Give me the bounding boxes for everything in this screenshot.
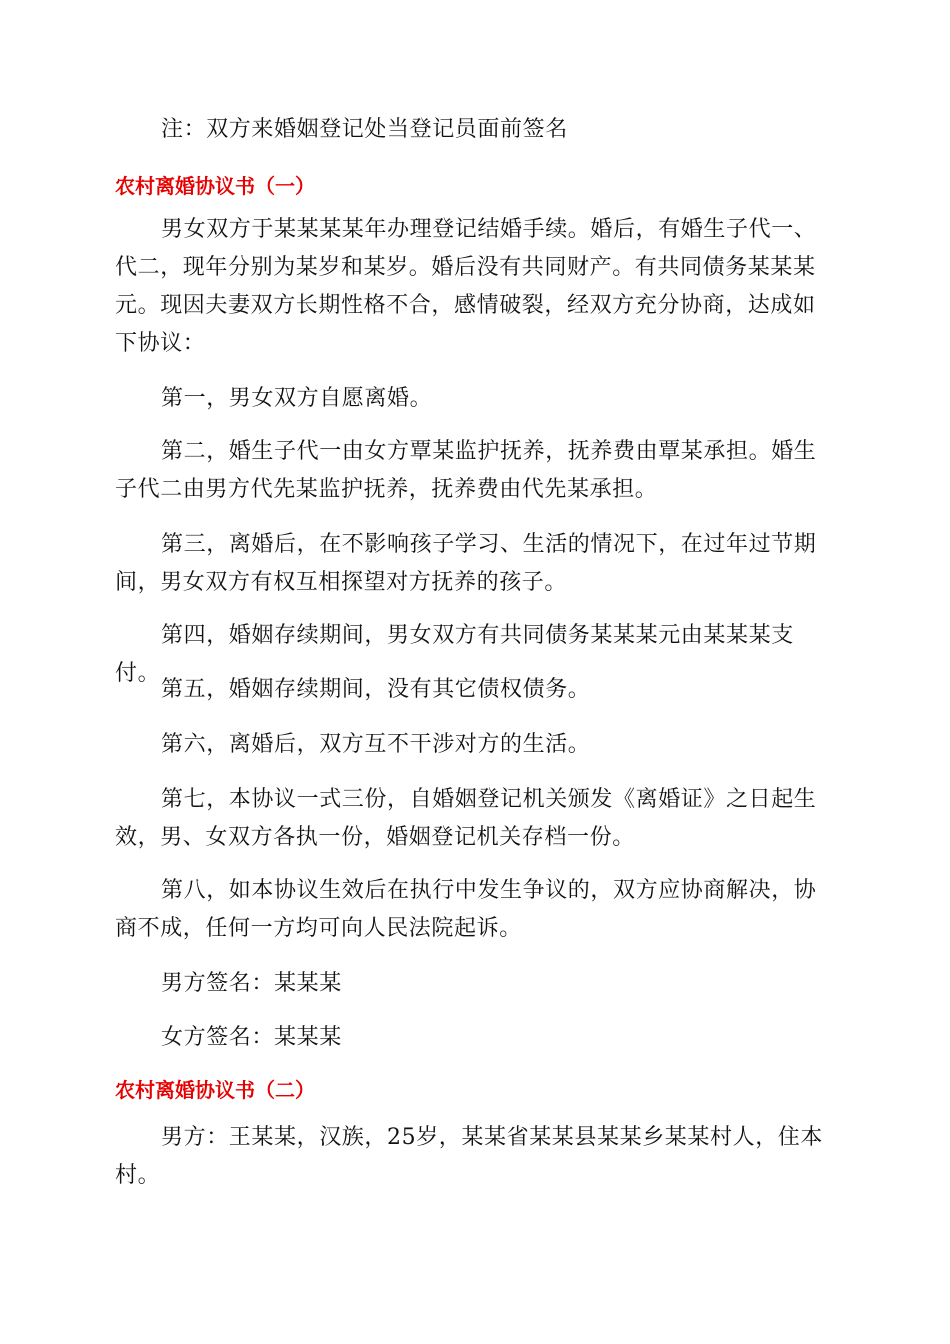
clause-7: 第七，本协议一式三份，自婚姻登记机关颁发《离婚证》之日起生效，男、女双方各执一份，婚姻登记机关存档一份。 <box>115 787 817 850</box>
male-party-info: 男方：王某某，汉族，25岁，某某省某某县某某乡某某村人，住本村。 <box>115 1125 823 1188</box>
clause-6: 第六，离婚后，双方互不干涉对方的生活。 <box>161 732 591 757</box>
clause-8: 第八，如本协议生效后在执行中发生争议的，双方应协商解决，协商不成，任何一方均可向人民法院起诉。 <box>115 878 817 941</box>
clause-2: 第二，婚生子代一由女方覃某监护抚养，抚养费由覃某承担。婚生子代二由男方代先某监护抚养，抚养费由代先某承担。 <box>115 439 817 502</box>
male-signature-line: 男方签名：某某某 <box>161 971 342 996</box>
clause-3: 第三，离婚后，在不影响孩子学习、生活的情况下，在过年过节期间，男女双方有权互相探望对方抚养的孩子。 <box>115 532 817 595</box>
section-title-1: 农村离婚协议书（一） <box>115 174 315 198</box>
clause-4: 第四，婚姻存续期间，男女双方有共同债务某某某元由某某某支付。 <box>115 623 794 686</box>
female-signature-line: 女方签名：某某某 <box>161 1025 342 1050</box>
agreement-intro: 男女双方于某某某某年办理登记结婚手续。婚后，有婚生子代一、代二，现年分别为某岁和某岁。婚后没有共同财产。有共同债务某某某元。现因夫妻双方长期性格不合，感情破裂，经双方充分协商，达成如下协议： <box>115 217 817 356</box>
clause-1: 第一，男女双方自愿离婚。 <box>161 386 433 411</box>
signing-note: 注：双方来婚姻登记处当登记员面前签名 <box>161 117 568 142</box>
clause-5: 第五，婚姻存续期间，没有其它债权债务。 <box>161 677 591 702</box>
section-title-2: 农村离婚协议书（二） <box>115 1078 315 1102</box>
